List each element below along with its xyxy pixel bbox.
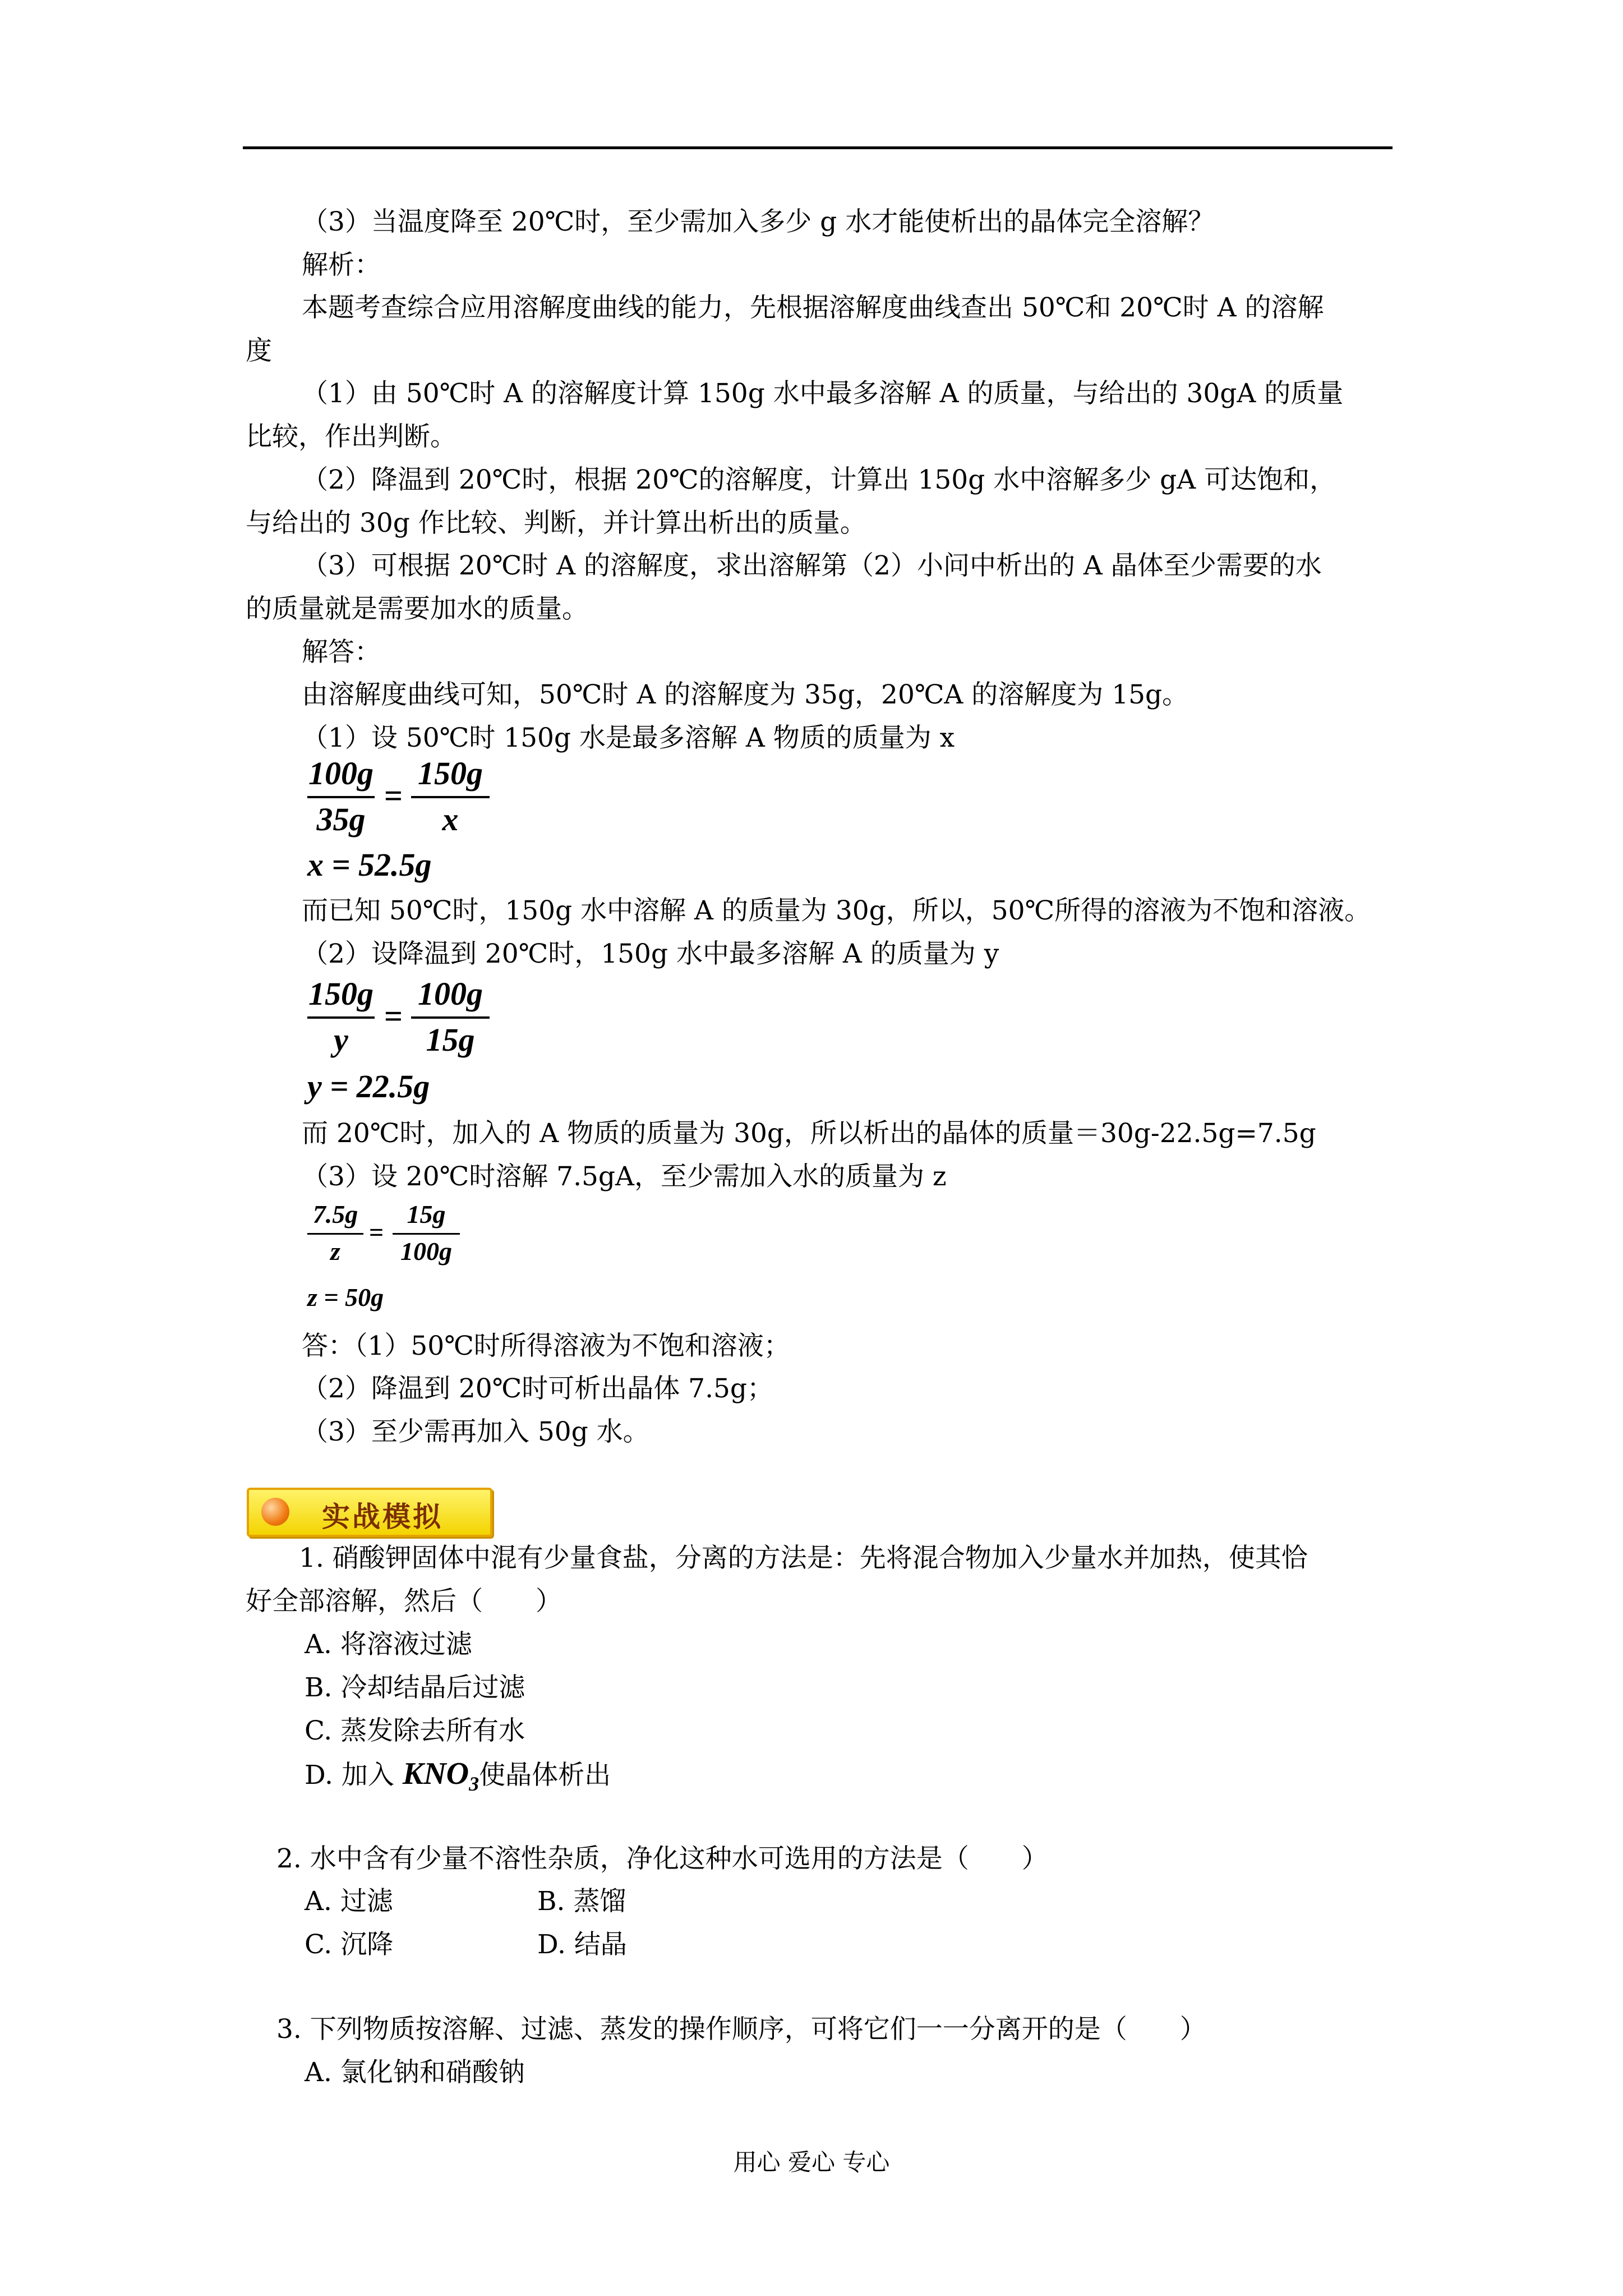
header-rule — [243, 146, 1393, 149]
fraction-bar — [411, 796, 490, 798]
equation-1-result: x = 52.5g — [307, 846, 432, 883]
question-2-stem: 2. 水中含有少量不溶性杂质，净化这种水可选用的方法是（ ） — [276, 1843, 1048, 1874]
analysis-paragraph-3: （2）降温到 20℃时，根据 20℃的溶解度，计算出 150g 水中溶解多少 gA 可达饱和， — [302, 464, 1336, 495]
question-2-option-a: A. 过滤 — [305, 1886, 393, 1917]
equation-2-result: y = 22.5g — [307, 1068, 430, 1105]
equals-sign: = — [384, 998, 403, 1034]
equation-1-numerator-left: 100g — [308, 755, 374, 792]
formula-subscript: 3 — [469, 1773, 479, 1796]
equation-2-denominator-right: 15g — [426, 1022, 475, 1058]
orange-circle-icon — [261, 1498, 289, 1526]
answer-part-3: （3）设 20℃时溶解 7.5gA，至少需加入水的质量为 z — [302, 1161, 947, 1192]
answer-part-2-conclusion: 而 20℃时，加入的 A 物质的质量为 30g，所以析出的晶体的质量＝30g-22.5g=7.5g — [302, 1118, 1316, 1149]
analysis-paragraph-4: （3）可根据 20℃时 A 的溶解度，求出溶解第（2）小问中析出的 A 晶体至少需要的水 — [302, 550, 1322, 581]
equation-1-numerator-right: 150g — [418, 755, 483, 792]
question-2-option-d: D. 结晶 — [537, 1929, 627, 1960]
section-badge-label: 实战模拟 — [322, 1501, 443, 1533]
equation-2-numerator-left: 150g — [308, 976, 374, 1012]
fraction-bar — [307, 1233, 363, 1235]
option-d-prefix: D. 加入 — [305, 1760, 394, 1791]
equation-3-numerator-right: 15g — [407, 1200, 446, 1228]
equation-3-result: z = 50g — [307, 1283, 384, 1312]
question-2-option-b: B. 蒸馏 — [537, 1886, 626, 1917]
equation-2 — [307, 975, 498, 1065]
equation-1 — [307, 754, 498, 844]
option-d-suffix: 使晶体析出 — [479, 1760, 611, 1791]
equation-1-denominator-right: x — [442, 801, 459, 838]
page-footer: 用心 爱心 专心 — [733, 2148, 890, 2176]
equation-2-denominator-left: y — [334, 1022, 348, 1058]
analysis-paragraph-2-cont: 比较，作出判断。 — [246, 421, 457, 452]
section-badge — [247, 1488, 492, 1537]
analysis-label: 解析： — [302, 250, 381, 280]
fraction-bar — [307, 796, 375, 798]
question-1-option-b: B. 冷却结晶后过滤 — [305, 1672, 525, 1703]
equals-sign: = — [384, 777, 403, 814]
final-answer-1: 答：（1）50℃时所得溶液为不饱和溶液； — [302, 1331, 790, 1361]
fraction-bar — [393, 1233, 460, 1235]
answer-intro: 由溶解度曲线可知，50℃时 A 的溶解度为 35g，20℃A 的溶解度为 15g。 — [302, 679, 1189, 710]
question-3-stem: 3. 下列物质按溶解、过滤、蒸发的操作顺序，可将它们一一分离开的是（ ） — [276, 2014, 1206, 2045]
analysis-paragraph-1-cont: 度 — [246, 335, 272, 366]
fraction-bar — [307, 1016, 375, 1019]
fraction-bar — [411, 1016, 490, 1019]
question-1-option-a: A. 将溶液过滤 — [305, 1629, 472, 1660]
final-answer-3: （3）至少需再加入 50g 水。 — [302, 1416, 649, 1447]
question-1-stem: 1. 硝酸钾固体中混有少量食盐，分离的方法是：先将混合物加入少量水并加热，使其恰 — [299, 1543, 1308, 1573]
question-3-text: （3）当温度降至 20℃时，至少需加入多少 g 水才能使析出的晶体完全溶解？ — [302, 206, 1215, 237]
equation-3-denominator-left: z — [330, 1237, 340, 1266]
formula-base: KNO — [402, 1756, 469, 1791]
equation-3 — [307, 1199, 470, 1278]
question-2-option-c: C. 沉降 — [305, 1929, 394, 1960]
analysis-paragraph-2: （1）由 50℃时 A 的溶解度计算 150g 水中最多溶解 A 的质量，与给出的 30gA 的质量 — [302, 378, 1344, 409]
chemical-formula — [402, 1756, 479, 1796]
analysis-paragraph-4-cont: 的质量就是需要加水的质量。 — [246, 593, 588, 624]
final-answer-2: （2）降温到 20℃时可析出晶体 7.5g； — [302, 1373, 773, 1404]
answer-part-2: （2）设降温到 20℃时，150g 水中最多溶解 A 的质量为 y — [302, 938, 999, 969]
answer-part-1-conclusion: 而已知 50℃时，150g 水中溶解 A 的质量为 30g，所以，50℃所得的溶液为不饱和溶液。 — [302, 895, 1371, 926]
question-1-stem-cont: 好全部溶解，然后（ ） — [246, 1586, 562, 1617]
equation-2-numerator-right: 100g — [418, 976, 483, 1012]
equation-1-denominator-left: 35g — [316, 801, 366, 838]
question-1-option-c: C. 蒸发除去所有水 — [305, 1715, 525, 1746]
equation-3-numerator-left: 7.5g — [312, 1200, 358, 1228]
equation-3-denominator-right: 100g — [400, 1237, 452, 1266]
question-1-option-d — [305, 1757, 611, 1801]
question-3-option-a: A. 氯化钠和硝酸钠 — [305, 2057, 525, 2088]
analysis-paragraph-1: 本题考查综合应用溶解度曲线的能力，先根据溶解度曲线查出 50℃和 20℃时 A 的溶解 — [302, 292, 1324, 323]
analysis-paragraph-3-cont: 与给出的 30g 作比较、判断，并计算出析出的质量。 — [246, 508, 866, 539]
answer-part-1: （1）设 50℃时 150g 水是最多溶解 A 物质的质量为 x — [302, 723, 955, 753]
equals-sign: = — [369, 1218, 384, 1246]
answer-label: 解答： — [302, 637, 381, 668]
